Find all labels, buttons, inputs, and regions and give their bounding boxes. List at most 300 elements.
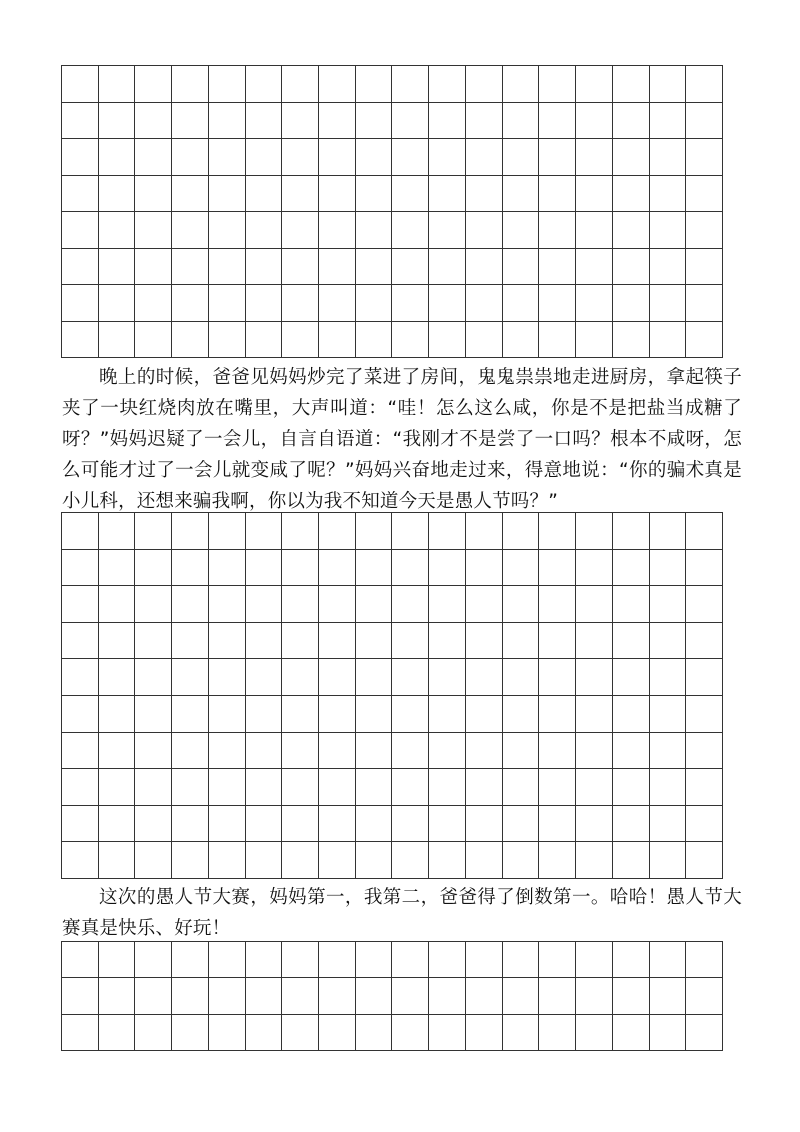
grid-cell [99,176,136,213]
grid-cell [392,586,429,623]
grid-cell [62,212,99,249]
grid-cell [650,285,687,322]
grid-cell [503,139,540,176]
grid-cell [356,586,393,623]
writing-grid-top [61,65,723,358]
grid-cell [650,550,687,587]
grid-cell [686,978,723,1014]
grid-cell [686,1015,723,1051]
grid-cell [356,513,393,550]
grid-cell [246,139,283,176]
story-paragraph-1: 晚上的时候，爸爸见妈妈炒完了菜进了房间，鬼鬼祟祟地走进厨房，拿起筷子夹了一块红烧肉放在嘴里，大声叫道：“哇！怎么这么咸，你是不是把盐当成糖了呀？”妈妈迟疑了一会儿，自言自语道：“我刚才不是尝了一口吗？根本不咸呀，怎么可能才过了一会儿就变咸了呢？”妈妈兴奋地走过来，得意地说：“你的骗术真是小儿科，还想来骗我啊，你以为我不知道今天是愚人节吗？” [62,367,742,512]
grid-cell [209,806,246,843]
grid-cell [282,550,319,587]
grid-cell [613,322,650,359]
grid-cell [613,249,650,286]
grid-cell [209,103,246,140]
grid-cell [209,176,246,213]
grid-cell [319,1015,356,1051]
grid-cell [319,733,356,770]
grid-cell [503,806,540,843]
grid-cell [503,1015,540,1051]
grid-cell [99,66,136,103]
grid-cell [539,842,576,879]
grid-cell [429,659,466,696]
grid-cell [135,806,172,843]
grid-cell [392,513,429,550]
grid-cell [429,322,466,359]
grid-cell [62,66,99,103]
grid-cell [99,212,136,249]
grid-cell [392,733,429,770]
grid-cell [466,806,503,843]
grid-cell [613,586,650,623]
grid-cell [135,842,172,879]
grid-cell [209,696,246,733]
grid-cell [613,103,650,140]
grid-cell [246,659,283,696]
grid-cell [62,942,99,978]
grid-cell [246,103,283,140]
grid-cell [650,1015,687,1051]
grid-cell [613,212,650,249]
grid-cell [686,513,723,550]
grid-cell [319,513,356,550]
grid-cell [209,66,246,103]
grid-cell [172,733,209,770]
grid-cell [650,623,687,660]
grid-cell [466,696,503,733]
grid-cell [282,769,319,806]
grid-cell [319,249,356,286]
grid-cell [650,586,687,623]
grid-cell [319,285,356,322]
grid-cell [429,66,466,103]
grid-cell [99,1015,136,1051]
grid-cell [576,322,613,359]
grid-cell [466,103,503,140]
grid-cell [576,176,613,213]
grid-cell [503,66,540,103]
grid-cell [135,550,172,587]
grid-cell [246,322,283,359]
grid-cell [319,550,356,587]
grid-cell [392,842,429,879]
grid-cell [356,1015,393,1051]
grid-cell [650,513,687,550]
grid-cell [172,550,209,587]
grid-cell [466,842,503,879]
grid-cell [539,1015,576,1051]
grid-cell [282,176,319,213]
grid-cell [356,176,393,213]
grid-cell [135,176,172,213]
grid-cell [539,139,576,176]
grid-cell [503,623,540,660]
grid-cell [613,696,650,733]
grid-cell [209,212,246,249]
grid-cell [503,513,540,550]
grid-cell [282,285,319,322]
grid-cell [246,176,283,213]
grid-cell [246,978,283,1014]
grid-cell [613,659,650,696]
grid-cell [135,978,172,1014]
grid-cell [466,550,503,587]
grid-cell [613,66,650,103]
grid-cell [172,249,209,286]
grid-cell [356,103,393,140]
grid-cell [686,769,723,806]
grid-cell [613,1015,650,1051]
grid-cell [62,285,99,322]
grid-cell [576,103,613,140]
grid-cell [613,842,650,879]
grid-cell [392,769,429,806]
grid-cell [209,733,246,770]
grid-cell [319,842,356,879]
grid-cell [246,212,283,249]
grid-cell [246,285,283,322]
grid-cell [99,513,136,550]
grid-cell [686,103,723,140]
grid-cell [539,550,576,587]
grid-cell [356,623,393,660]
grid-cell [503,942,540,978]
grid-cell [172,103,209,140]
grid-cell [99,769,136,806]
grid-cell [135,1015,172,1051]
grid-cell [429,285,466,322]
grid-cell [135,586,172,623]
grid-cell [650,659,687,696]
grid-cell [246,942,283,978]
grid-cell [246,66,283,103]
grid-cell [282,322,319,359]
grid-cell [613,176,650,213]
grid-cell [429,103,466,140]
grid-cell [356,733,393,770]
grid-cell [319,586,356,623]
grid-cell [613,139,650,176]
grid-cell [356,322,393,359]
grid-cell [282,212,319,249]
grid-cell [282,249,319,286]
grid-cell [172,623,209,660]
grid-cell [356,550,393,587]
grid-cell [209,942,246,978]
grid-cell [135,942,172,978]
grid-cell [172,978,209,1014]
grid-cell [466,623,503,660]
grid-cell [356,842,393,879]
grid-cell [209,842,246,879]
grid-cell [503,586,540,623]
grid-cell [650,212,687,249]
grid-cell [172,1015,209,1051]
grid-cell [539,806,576,843]
grid-cell [650,249,687,286]
story-paragraph-2: 这次的愚人节大赛，妈妈第一，我第二，爸爸得了倒数第一。哈哈！愚人节大赛真是快乐、好玩！ [62,887,742,939]
grid-cell [319,623,356,660]
grid-cell [172,586,209,623]
grid-cell [466,586,503,623]
grid-cell [686,212,723,249]
grid-cell [135,103,172,140]
grid-cell [466,249,503,286]
grid-cell [576,733,613,770]
grid-cell [576,212,613,249]
grid-cell [246,806,283,843]
grid-cell [62,806,99,843]
grid-cell [539,249,576,286]
grid-cell [135,733,172,770]
writing-grid-middle [61,512,723,879]
grid-cell [686,842,723,879]
grid-cell [356,769,393,806]
grid-cell [172,842,209,879]
grid-cell [503,550,540,587]
grid-cell [392,806,429,843]
grid-cell [319,139,356,176]
grid-cell [429,139,466,176]
grid-cell [282,623,319,660]
grid-cell [172,513,209,550]
grid-cell [282,978,319,1014]
grid-cell [576,696,613,733]
grid-cell [539,285,576,322]
grid-cell [650,176,687,213]
grid-cell [392,176,429,213]
grid-cell [539,623,576,660]
grid-cell [613,769,650,806]
grid-cell [172,212,209,249]
grid-cell [392,249,429,286]
grid-cell [62,322,99,359]
grid-cell [686,623,723,660]
grid-cell [246,249,283,286]
grid-cell [99,139,136,176]
grid-cell [539,212,576,249]
grid-cell [99,696,136,733]
grid-cell [135,513,172,550]
grid-cell [282,733,319,770]
grid-cell [135,66,172,103]
grid-cell [576,285,613,322]
grid-cell [650,842,687,879]
grid-cell [503,696,540,733]
grid-cell [392,696,429,733]
grid-cell [429,513,466,550]
grid-cell [650,978,687,1014]
grid-cell [429,176,466,213]
grid-cell [503,978,540,1014]
grid-cell [576,659,613,696]
grid-cell [686,322,723,359]
grid-cell [429,249,466,286]
grid-cell [392,942,429,978]
grid-cell [429,586,466,623]
grid-cell [62,623,99,660]
grid-cell [62,842,99,879]
grid-cell [319,322,356,359]
grid-cell [539,769,576,806]
grid-cell [246,1015,283,1051]
grid-cell [650,103,687,140]
grid-cell [62,249,99,286]
grid-cell [392,66,429,103]
grid-cell [135,285,172,322]
grid-cell [319,66,356,103]
grid-cell [613,806,650,843]
grid-cell [613,513,650,550]
grid-cell [282,806,319,843]
grid-cell [686,550,723,587]
grid-cell [172,176,209,213]
grid-cell [503,659,540,696]
grid-cell [209,139,246,176]
grid-cell [282,586,319,623]
grid-cell [319,659,356,696]
grid-cell [466,66,503,103]
grid-cell [613,978,650,1014]
grid-cell [686,285,723,322]
grid-cell [246,769,283,806]
grid-cell [282,1015,319,1051]
grid-cell [282,659,319,696]
grid-cell [429,769,466,806]
grid-cell [576,842,613,879]
grid-cell [392,103,429,140]
grid-cell [392,659,429,696]
grid-cell [429,550,466,587]
grid-cell [539,322,576,359]
grid-cell [503,103,540,140]
grid-cell [613,733,650,770]
grid-cell [62,978,99,1014]
grid-cell [209,659,246,696]
grid-cell [356,139,393,176]
grid-cell [576,249,613,286]
grid-cell [319,769,356,806]
grid-cell [62,103,99,140]
grid-cell [209,978,246,1014]
grid-cell [466,1015,503,1051]
grid-cell [99,806,136,843]
grid-cell [62,769,99,806]
grid-cell [503,212,540,249]
grid-cell [429,942,466,978]
grid-cell [99,942,136,978]
grid-cell [466,139,503,176]
grid-cell [99,978,136,1014]
grid-cell [429,1015,466,1051]
grid-cell [172,66,209,103]
grid-cell [576,513,613,550]
grid-cell [246,513,283,550]
grid-cell [209,623,246,660]
grid-cell [686,806,723,843]
grid-cell [62,696,99,733]
grid-cell [282,513,319,550]
grid-cell [209,1015,246,1051]
grid-cell [392,1015,429,1051]
grid-cell [135,139,172,176]
grid-cell [62,550,99,587]
grid-cell [246,550,283,587]
grid-cell [392,139,429,176]
grid-cell [99,733,136,770]
grid-cell [99,659,136,696]
grid-cell [319,176,356,213]
grid-cell [99,842,136,879]
grid-cell [576,942,613,978]
grid-cell [539,513,576,550]
grid-cell [576,1015,613,1051]
grid-cell [539,586,576,623]
grid-cell [503,285,540,322]
grid-cell [209,513,246,550]
grid-cell [282,696,319,733]
grid-cell [246,696,283,733]
grid-cell [686,659,723,696]
grid-cell [539,659,576,696]
grid-cell [392,623,429,660]
grid-cell [466,513,503,550]
grid-cell [246,586,283,623]
grid-cell [576,66,613,103]
grid-cell [246,733,283,770]
grid-cell [576,978,613,1014]
grid-cell [209,322,246,359]
grid-cell [135,322,172,359]
grid-cell [576,586,613,623]
grid-cell [356,249,393,286]
grid-cell [209,249,246,286]
grid-cell [356,659,393,696]
grid-cell [172,942,209,978]
grid-cell [650,139,687,176]
grid-cell [429,806,466,843]
grid-cell [613,550,650,587]
grid-cell [539,176,576,213]
grid-cell [246,623,283,660]
grid-cell [99,322,136,359]
grid-cell [172,322,209,359]
grid-cell [392,322,429,359]
grid-cell [319,806,356,843]
grid-cell [172,806,209,843]
grid-cell [392,212,429,249]
grid-cell [392,978,429,1014]
grid-cell [650,806,687,843]
grid-cell [613,942,650,978]
grid-cell [466,733,503,770]
grid-cell [172,696,209,733]
grid-cell [172,659,209,696]
grid-cell [650,322,687,359]
grid-cell [686,139,723,176]
grid-cell [319,978,356,1014]
grid-cell [466,942,503,978]
grid-cell [282,942,319,978]
grid-cell [209,586,246,623]
grid-cell [503,769,540,806]
grid-cell [319,103,356,140]
grid-cell [539,978,576,1014]
grid-cell [503,249,540,286]
grid-cell [62,586,99,623]
